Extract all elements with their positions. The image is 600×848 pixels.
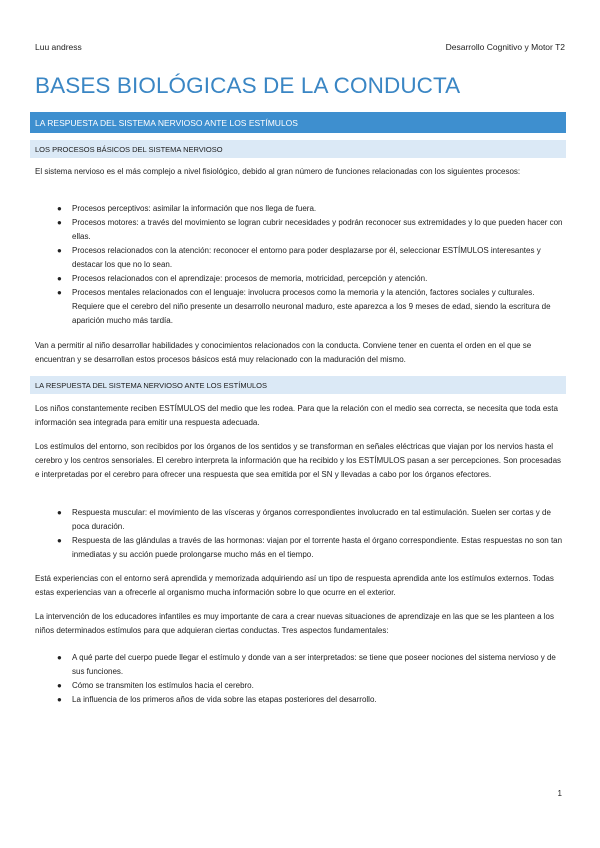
bullet-icon: ●: [57, 653, 62, 662]
list-item: ● Procesos relacionados con el aprendizaje: procesos de memoria, motricidad, percepción y atención.: [35, 272, 565, 286]
paragraph-estimulos: Los niños constantemente reciben ESTÍMULOS del medio que les rodea. Para que la relación con el medio sea correcta, se necesita que toda esta información sea integrada para emitir una respuesta adecuada.: [35, 404, 558, 427]
bullet-icon: ●: [57, 508, 62, 517]
paragraph-intro: El sistema nervioso es el más complejo a nivel fisiológico, debido al gran número de funciones relacionadas con los siguientes procesos:: [35, 167, 521, 176]
bullet-icon: ●: [57, 681, 62, 690]
bullet-icon: ●: [57, 246, 62, 255]
list-item: ● Procesos motores: a través del movimiento se logran cubrir necesidades y podrán reconocer sus extremidades y lo que pueden hacer con ellas.: [57, 218, 563, 241]
list-item: ● La influencia de los primeros años de vida sobre las etapas posteriores del desarrollo.: [35, 693, 565, 707]
paragraph-entorno: Los estímulos del entorno, son recibidos por los órganos de los sentidos y se transforman en señales eléctricas que viajan por los nervios hasta el cerebro y los centros sensoriales. El cerebro interpreta la información que ha recibido y los ESTÍMULOS pasan a ser percepciones. Son procesadas e interpretadas por el cerebro para ofrecer una respuesta que sea emitida por el SN y llevadas a cabo por los órganos efectores.: [35, 442, 562, 479]
list-item: ● Cómo se transmiten los estímulos hacia el cerebro.: [35, 679, 565, 693]
list-item: ● A qué parte del cuerpo puede llegar el estímulo y donde van a ser interpretados: se tiene que poseer nociones del sistema nervioso y de sus funciones.: [57, 653, 556, 676]
list-item: ● Procesos mentales relacionados con el lenguaje: involucra procesos como la memoria y la atención, factores sociales y culturales. Requiere que el cerebro del niño presente un desarrollo neuronal maduro, este aparezca a los 9 meses de edad, siendo la escritura de aparición mucho más tardía.: [57, 288, 551, 325]
list-item: ● Respuesta de las glándulas a través de las hormonas: viajan por el torrente hasta el órgano correspondiente. Estas respuestas no son tan inmediatas y su acción puede prolongarse mucho más en el tiempo.: [57, 536, 563, 559]
bullet-list-aspectos: [35, 651, 565, 707]
bullet-icon: ●: [57, 536, 62, 545]
list-item: ● Procesos perceptivos: asimilar la información que nos llega de fuera.: [35, 202, 565, 216]
list-item: ● Respuesta muscular: el movimiento de las vísceras y órganos correspondientes involucrado en tal estimulación. Suelen ser cortas y de poca duración.: [57, 508, 551, 531]
bullet-icon: ●: [57, 218, 62, 227]
header-author: Luu andress: [35, 42, 82, 52]
bullet-list-procesos: [35, 202, 565, 328]
subsection-heading-procesos: LOS PROCESOS BÁSICOS DEL SISTEMA NERVIOSO: [30, 140, 566, 158]
section-banner: LA RESPUESTA DEL SISTEMA NERVIOSO ANTE LOS ESTÍMULOS: [30, 112, 566, 133]
page-number: 1: [557, 789, 562, 798]
bullet-icon: ●: [57, 274, 62, 283]
bullet-icon: ●: [57, 288, 62, 297]
bullet-list-respuestas: [35, 506, 565, 562]
paragraph-intervencion: La intervención de los educadores infantiles es muy importante de cara a crear nuevas situaciones de aprendizaje en las que se les planteen a los niños determinados estímulos para que adquieran ciertas conductas. Tres aspectos fundamentales:: [35, 612, 554, 635]
subsection-heading-respuesta: LA RESPUESTA DEL SISTEMA NERVIOSO ANTE LOS ESTÍMULOS: [30, 376, 566, 394]
list-item: ● Procesos relacionados con la atención: reconocer el entorno para poder desplazarse por él, seleccionar ESTÍMULOS interesantes y destacar los que no lo sean.: [57, 246, 541, 269]
paragraph-closing: Van a permitir al niño desarrollar habilidades y conocimientos relacionados con la conducta. Conviene tener en cuenta el orden en el que se encuentran y se desarrollan estos procesos básicos está muy relacionado con la maduración del mismo.: [35, 341, 532, 364]
bullet-icon: ●: [57, 695, 62, 704]
page-title: BASES BIOLÓGICAS DE LA CONDUCTA: [35, 73, 461, 98]
paragraph-experiencias: Está experiencias con el entorno será aprendida y memorizada adquiriendo así un tipo de respuesta aprendida ante los estímulos externos. Todas estas experiencias van a ofrecerle al organismo mucha información sobre lo que ocurre en el exterior.: [35, 574, 554, 597]
bullet-icon: ●: [57, 204, 62, 213]
header-course: Desarrollo Cognitivo y Motor T2: [445, 42, 565, 52]
